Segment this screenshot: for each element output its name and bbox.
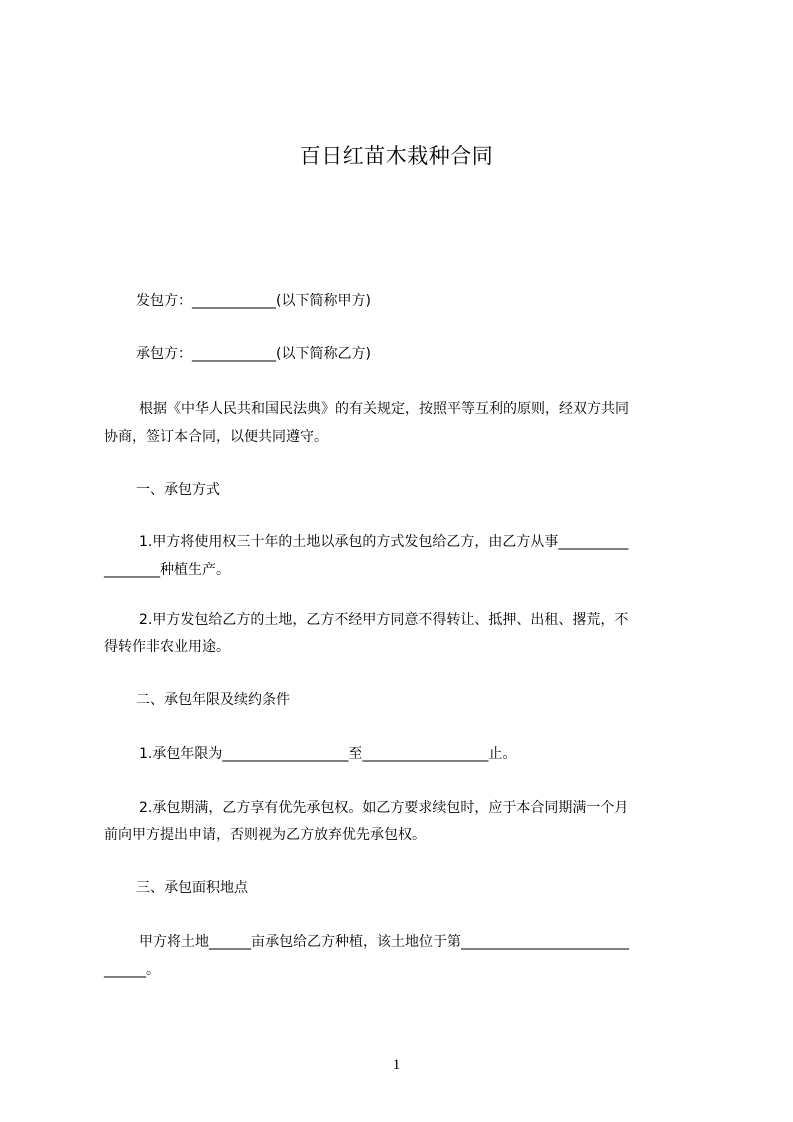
page-number: 1	[392, 1057, 401, 1073]
section-1-item-1-line-1: 1.甲方将使用权三十年的土地以承包的方式发包给乙方，由乙方从事__________	[139, 534, 629, 550]
section-1-heading: 一、承包方式	[136, 482, 220, 498]
section-2-item-2-line-1: 2.承包期满，乙方享有优先承包权。如乙方要求续包时，应于本合同期满一个月	[139, 800, 629, 816]
section-3-heading: 三、承包面积地点	[136, 880, 248, 896]
section-1-item-2-line-2: 得转作非农业用途。	[104, 639, 230, 655]
section-1-item-2-line-1: 2.甲方发包给乙方的土地，乙方不经甲方同意不得转让、抵押、出租、撂荒，不	[139, 612, 629, 628]
preamble-line-1: 根据《中华人民共和国民法典》的有关规定，按照平等互利的原则，经双方共同	[139, 401, 629, 417]
document-title: 百日红苗木栽种合同	[299, 144, 494, 168]
party-b-line: 承包方：____________(以下简称乙方)	[136, 346, 371, 362]
party-a-line: 发包方：____________(以下简称甲方)	[136, 293, 371, 309]
section-3-line-2: ______。	[104, 962, 160, 978]
section-2-heading: 二、承包年限及续约条件	[136, 692, 290, 708]
section-2-item-1: 1.承包年限为__________________至__________________止。	[139, 746, 517, 762]
section-1-item-1-line-2: ________种植生产。	[104, 562, 230, 578]
section-3-line-1: 甲方将土地______亩承包给乙方种植，该土地位于第________________________	[139, 934, 629, 950]
section-2-item-2-line-2: 前向甲方提出申请，否则视为乙方放弃优先承包权。	[104, 827, 426, 843]
preamble-line-2: 协商，签订本合同，以便共同遵守。	[104, 429, 328, 445]
